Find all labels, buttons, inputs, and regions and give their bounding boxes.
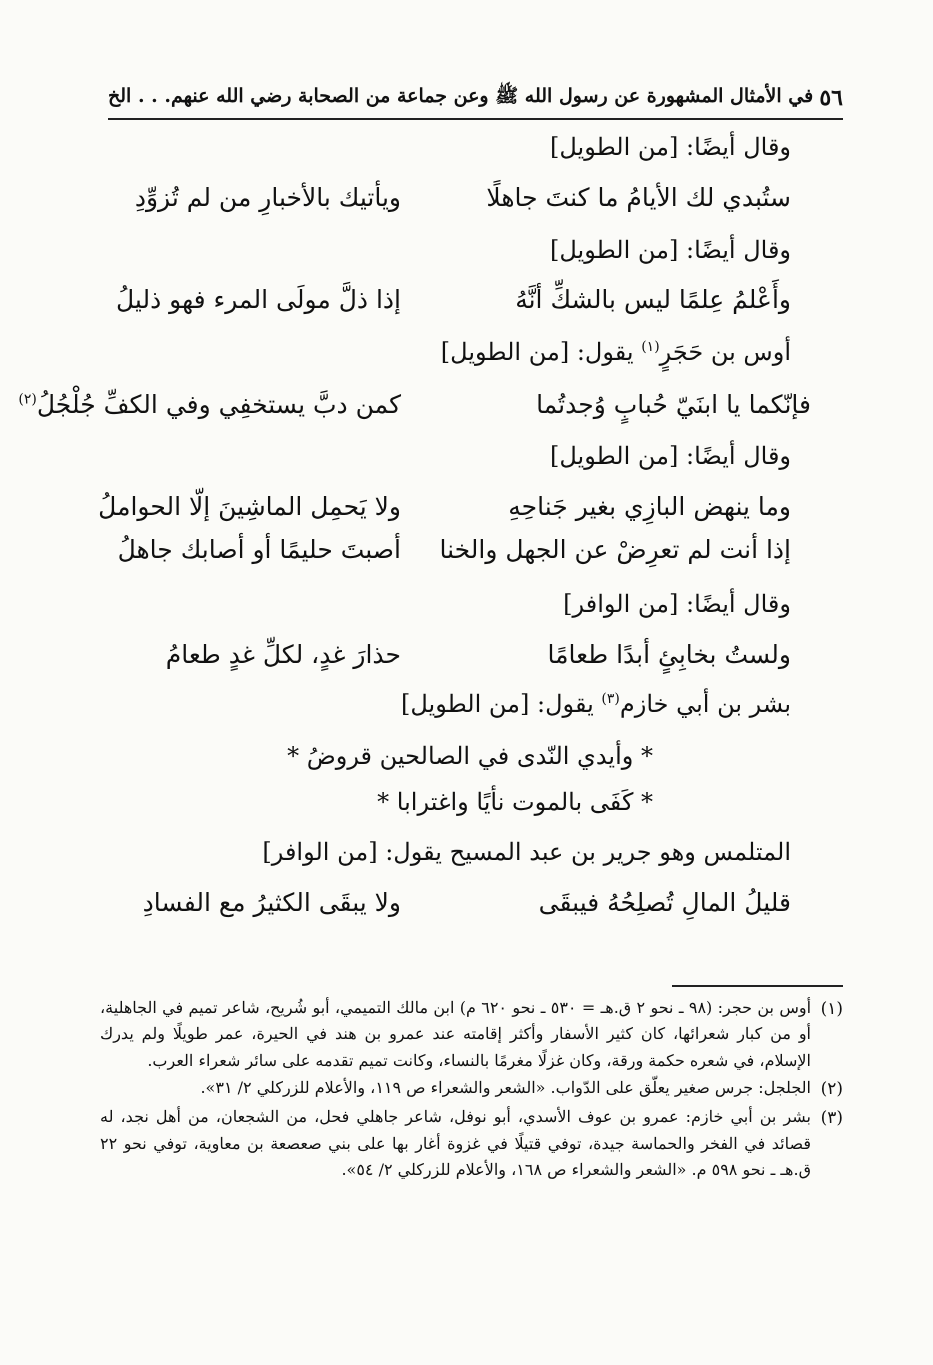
footnote-number: (٢) [820,1079,843,1100]
footnotes [100,995,843,1184]
verse-line [110,285,791,317]
second-hemistich: أصبتَ حليمًا أو أصابك جاهلُ [117,535,401,564]
footnote-separator [672,985,843,987]
second-hemistich: إذا ذلَّ مولَى المرء فهو ذليلُ [116,285,401,314]
verse-intro: أوس بن حَجَرٍ$^{(١)}$ يقول: [من الطويل] [440,338,791,366]
running-header [108,78,843,120]
first-hemistich: فإنّكما يا ابنَيّ حُبابٍ وُجدتُما [536,390,811,419]
verse-intro: وقال أيضًا: [من الطويل] [549,133,791,161]
second-hemistich: ولا يَحمِل الماشِينَ إلّا الحواملُ [98,492,401,521]
first-hemistich: وأَعْلمُ عِلمًا ليس بالشكِّ أنَّهُ [515,285,791,314]
footnote-ref: (١) [641,339,660,355]
footnote [100,1104,843,1183]
verse-line [110,183,791,215]
verse-line [110,888,791,920]
first-hemistich: ستُبدي لك الأيامُ ما كنتَ جاهلًا [486,183,791,212]
verse-intro: وقال أيضًا: [من الطويل] [549,442,791,470]
footnote-ref: (٣) [601,691,620,707]
page-number: ٥٦ [819,85,843,111]
verse-intro: بشر بن أبي خازم$^{(٣)}$ يقول: [من الطويل] [401,690,791,718]
running-title: في الأمثال المشهورة عن رسول الله ﷺ وعن جماعة من الصحابة رضي الله عنهم. . . الخ [108,85,814,107]
verse-line [110,535,791,567]
first-hemistich: ولستُ بخابِئٍ أبدًا طعامًا [547,640,791,669]
verse-intro: وقال أيضًا: [من الوافر] [563,590,791,618]
verse-intro: المتلمس وهو جرير بن عبد المسيح يقول: [من الوافر] [262,838,791,866]
centered-hemistich: * وأيدي النّدى في الصالحين قروضُ * [287,742,653,770]
footnote-ref: (٢) [18,391,37,408]
footnote-number: (٣) [820,1108,843,1129]
footnote-text: بشر بن أبي خازم: عمرو بن عوف الأسدي، أبو نوفل، شاعر جاهلي فحل، من الشجعان، من أهل نجد، له قصائد في الفخر والحماسة جيدة، توفي قتيلًا في غزوة أغار بها على بني صعصعة بن معاوية، توفي نحو ٢٢ ق.هـ ـ نحو ٥٩٨ م. «الشعر والشعراء ص ١٦٨، والأعلام للزركلي ٢/ ٥٤». [100,1107,811,1179]
first-hemistich: وما ينهض البازِي بغير جَناحِهِ [508,492,791,521]
verse-line [18,390,811,422]
second-hemistich: ولا يبقَى الكثيرُ مع الفسادِ [142,888,401,917]
second-hemistich: كمن دبَّ يستخفِي وفي الكفِّ جُلْجُلُ$^{(٢)}$ [18,390,401,419]
second-hemistich: ويأتيك بالأخبارِ من لم تُزوِّدِ [134,183,401,212]
verse-line [98,492,791,524]
verse-intro: وقال أيضًا: [من الطويل] [549,236,791,264]
footnote-text: أوس بن حجر: (٩٨ ـ نحو ٢ ق.هـ = ٥٣٠ ـ نحو ٦٢٠ م) ابن مالك التميمي، أبو شُريح، شاعر تميم في الجاهلية، أو من كبار شعرائها، كان كثير الأسفار وأكثر إقامته عند عمرو بن هند في الحيرة، عمر طويلًا ولم يدرك الإسلام، في شعره حكمة ورقة، وكان غزلًا مغرمًا بالنساء، وكانت تميم تقدمه على سائر شعراء العرب. [100,998,812,1070]
footnote [100,995,843,1074]
centered-hemistich: * كَفَى بالموت نأيًا واغترابا * [377,788,653,816]
footnote-text: الجلجل: جرس صغير يعلّق على الدّواب. «الشعر والشعراء ص ١١٩، والأعلام للزركلي ٢/ ٣١». [200,1078,811,1098]
first-hemistich: قليلُ المالِ تُصلِحُهُ فيبقَى [538,888,791,917]
verse-line [110,640,791,672]
footnote [100,1075,843,1103]
second-hemistich: حذارَ غدٍ، لكلِّ غدٍ طعامُ [165,640,401,669]
footnote-number: (١) [820,999,843,1019]
first-hemistich: إذا أنت لم تعرِضْ عن الجهل والخنا [439,535,791,564]
